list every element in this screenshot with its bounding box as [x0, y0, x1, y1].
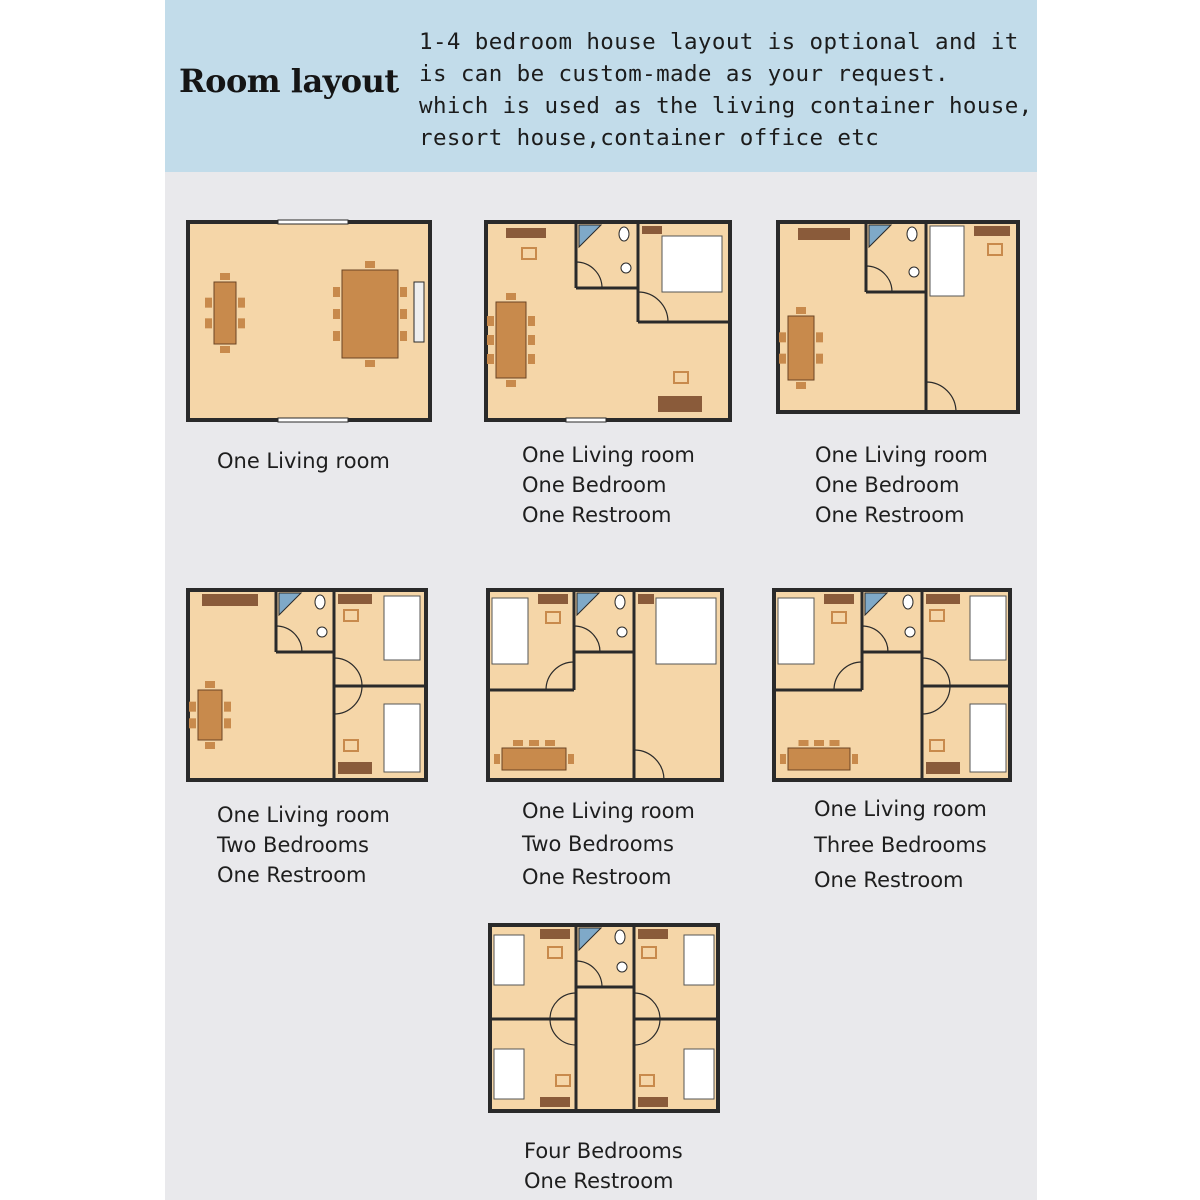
chair: [224, 702, 231, 712]
nightstand: [556, 1075, 570, 1086]
toilet: [619, 227, 629, 241]
chair: [238, 318, 245, 328]
bed: [384, 596, 420, 660]
chair: [224, 718, 231, 728]
page-title: Room layout: [179, 62, 399, 100]
bed: [930, 226, 964, 296]
bed: [384, 704, 420, 772]
chair: [568, 754, 574, 764]
chair: [205, 298, 212, 308]
floor-plan-7: [490, 925, 718, 1111]
nightstand: [930, 610, 944, 621]
chair: [487, 354, 494, 364]
sink: [621, 263, 631, 273]
floor-plan-2: [486, 222, 730, 420]
bed: [970, 704, 1006, 772]
floor-plan-5: [488, 590, 722, 780]
chair: [814, 740, 824, 746]
cabinet: [638, 929, 668, 939]
caption-line: One Living room: [217, 449, 390, 473]
sink: [617, 627, 627, 637]
dining-table: [198, 690, 222, 740]
caption-line: One Restroom: [815, 503, 965, 527]
layout-caption: [522, 440, 695, 530]
floor-plan-4: [188, 590, 426, 780]
caption-line: One Bedroom: [815, 473, 960, 497]
caption-line: One Bedroom: [522, 473, 667, 497]
header-banner: [165, 0, 1037, 172]
bed: [494, 935, 524, 985]
cabinet: [506, 228, 546, 238]
floor-plan-1: [188, 222, 430, 420]
chair: [205, 681, 215, 688]
chair: [189, 718, 196, 728]
nightstand: [546, 612, 560, 623]
chair: [487, 335, 494, 345]
toilet: [315, 595, 325, 609]
dining-table: [496, 302, 526, 378]
cabinet: [338, 762, 372, 774]
nightstand: [640, 1075, 654, 1086]
sink: [617, 962, 627, 972]
nightstand: [832, 612, 846, 623]
cabinet: [974, 226, 1010, 236]
chair: [528, 335, 535, 345]
chair: [333, 287, 340, 297]
chair: [816, 354, 823, 364]
nightstand: [548, 947, 562, 958]
description-line: 1-4 bedroom house layout is optional and it: [419, 29, 1019, 55]
cabinet: [638, 1097, 668, 1107]
cabinet: [798, 228, 850, 240]
description-line: is can be custom-made as your request.: [419, 61, 949, 87]
caption-line: Two Bedrooms: [217, 833, 369, 857]
chair: [830, 740, 840, 746]
chair: [780, 754, 786, 764]
chair: [220, 346, 230, 353]
cabinet: [658, 396, 702, 412]
chair: [852, 754, 858, 764]
nightstand: [344, 610, 358, 621]
nightstand: [344, 740, 358, 751]
chair: [400, 331, 407, 341]
window: [278, 220, 348, 224]
layout-caption: [217, 800, 390, 890]
cabinet: [540, 1097, 570, 1107]
layout-caption: [524, 1136, 683, 1196]
chair: [779, 332, 786, 342]
dining-table: [788, 316, 814, 380]
window: [278, 418, 348, 422]
tv-cabinet: [414, 282, 424, 342]
caption-line: One Restroom: [522, 503, 672, 527]
bed: [684, 1049, 714, 1099]
caption-line: One Restroom: [217, 863, 367, 887]
chair: [487, 316, 494, 326]
bed: [684, 935, 714, 985]
chair: [189, 702, 196, 712]
layout-caption: [814, 794, 987, 895]
caption-line: One Restroom: [814, 868, 964, 892]
chair: [528, 316, 535, 326]
floor-plan-3: [778, 222, 1018, 412]
nightstand: [988, 244, 1002, 255]
caption-line: One Living room: [522, 443, 695, 467]
bed: [492, 598, 528, 664]
cabinet: [540, 929, 570, 939]
chair: [400, 309, 407, 319]
chair: [796, 382, 806, 389]
nightstand: [930, 740, 944, 751]
layout-caption: [522, 796, 695, 892]
chair: [205, 318, 212, 328]
sink: [905, 627, 915, 637]
chair: [400, 287, 407, 297]
chair: [779, 354, 786, 364]
caption-line: One Restroom: [524, 1169, 674, 1193]
chair: [529, 740, 539, 746]
dining-table: [342, 270, 398, 358]
chair: [513, 740, 523, 746]
chair: [220, 273, 230, 280]
sink: [317, 627, 327, 637]
chair: [528, 354, 535, 364]
cabinet: [538, 594, 568, 604]
bed: [778, 598, 814, 664]
window: [566, 418, 606, 422]
bed: [494, 1049, 524, 1099]
toilet: [615, 930, 625, 944]
sink: [909, 267, 919, 277]
cabinet: [926, 762, 960, 774]
layout-caption: [815, 440, 988, 530]
chair: [799, 740, 809, 746]
chair: [333, 331, 340, 341]
caption-line: One Living room: [815, 443, 988, 467]
header-description: [419, 26, 1033, 154]
chair: [506, 293, 516, 300]
cabinet: [926, 594, 960, 604]
description-line: resort house,container office etc: [419, 125, 880, 151]
chair: [494, 754, 500, 764]
chair: [796, 307, 806, 314]
caption-line: One Restroom: [522, 865, 672, 889]
cabinet: [638, 594, 654, 604]
chair: [238, 298, 245, 308]
chair: [545, 740, 555, 746]
chair: [205, 742, 215, 749]
chair: [506, 380, 516, 387]
bed: [662, 236, 722, 292]
cabinet: [202, 594, 258, 606]
nightstand: [522, 248, 536, 259]
dining-table: [502, 748, 566, 770]
cabinet: [642, 226, 662, 234]
layout-caption: [217, 446, 390, 476]
caption-line: One Living room: [217, 803, 390, 827]
cabinet: [824, 594, 854, 604]
bed: [656, 598, 716, 664]
toilet: [903, 595, 913, 609]
bed: [970, 596, 1006, 660]
caption-line: Four Bedrooms: [524, 1139, 683, 1163]
chair: [365, 360, 375, 367]
nightstand: [674, 372, 688, 383]
toilet: [615, 595, 625, 609]
chair: [816, 332, 823, 342]
caption-line: One Living room: [814, 797, 987, 821]
nightstand: [642, 947, 656, 958]
caption-line: Two Bedrooms: [522, 832, 674, 856]
chair: [365, 261, 375, 268]
caption-line: Three Bedrooms: [814, 833, 987, 857]
toilet: [907, 227, 917, 241]
chair: [333, 309, 340, 319]
dining-table: [788, 748, 850, 770]
dining-table: [214, 282, 236, 344]
floor-plan-6: [774, 590, 1010, 780]
cabinet: [338, 594, 372, 604]
description-line: which is used as the living container house,: [419, 93, 1033, 119]
caption-line: One Living room: [522, 799, 695, 823]
